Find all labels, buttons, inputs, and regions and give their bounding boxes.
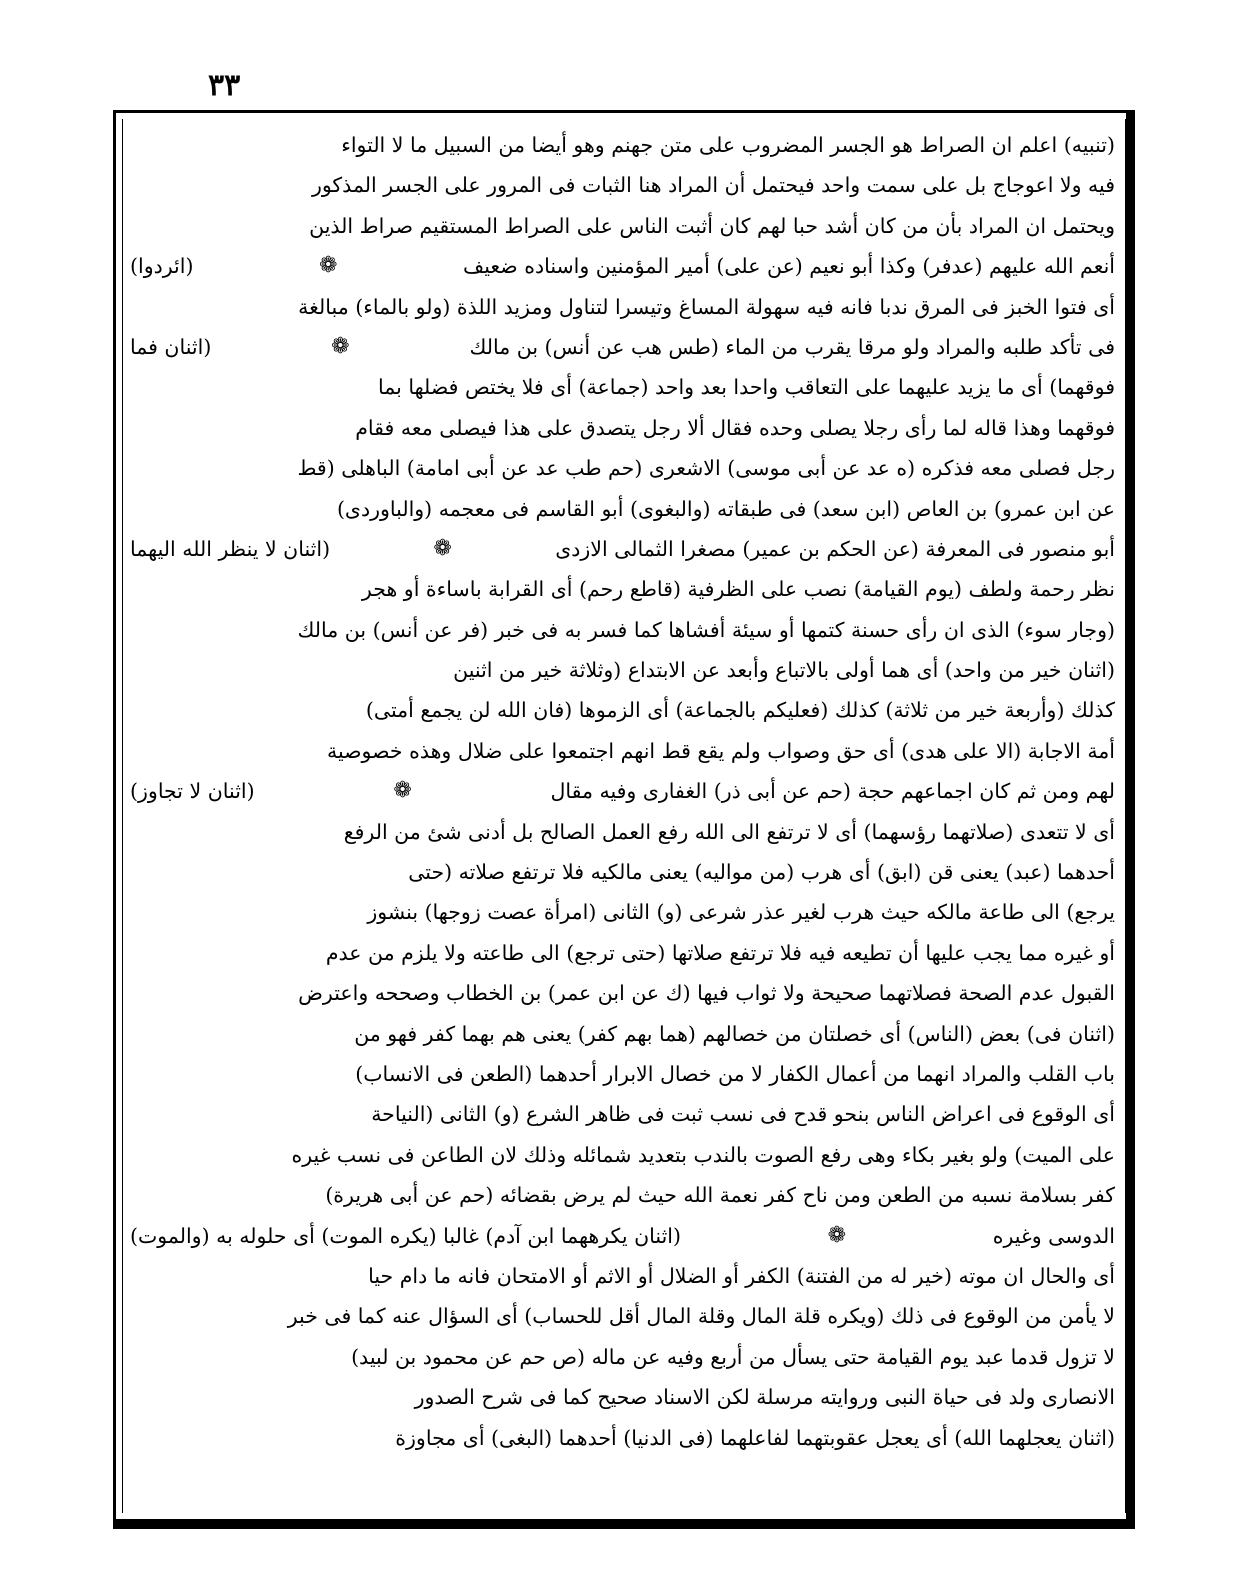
text-line [130,448,1115,488]
text-line [130,529,1115,569]
text-line [130,1377,1115,1417]
flower-ornament-icon: ❁ [331,333,350,359]
text-line [130,812,1115,852]
flower-ornament-icon: ❁ [433,535,452,561]
text-segment: باب القلب والمراد انهما من أعمال الكفار لا من خصال الابرار أحدهما (الطعن فى الانساب) [355,1061,1115,1086]
flower-ornament-icon: ❁ [319,253,338,279]
page-number: ٣٣ [208,68,241,103]
text-segment: كفر بسلامة نسبه من الطعن ومن ناح كفر نعمة الله حيث لم يرض بقضائه (حم عن أبى هريرة) [325,1183,1115,1208]
text-segment: فوقهما وهذا قاله لما رأى رجلا يصلى وحده فقال ألا رجل يتصدق على هذا فيصلى معه فقام [355,415,1115,440]
text-line [130,1256,1115,1296]
text-segment: أمة الاجابة (الا على هدى) أى حق وصواب ولم يقع قط انهم اجتمعوا على ضلال وهذه خصوصية [326,738,1115,763]
text-segment: يرجع) الى طاعة مالكه حيث هرب لغير عذر شرعى (و) الثانى (امرأة عصت زوجها) بنشوز [367,900,1115,925]
text-line [130,125,1115,165]
text-line [130,489,1115,529]
frame-thick-rule [1126,113,1135,1519]
text-line [130,933,1115,973]
text-segment: لا يأمن من الوقوع فى ذلك (ويكره قلة المال وقلة المال أقل للحساب) أى السؤال عنه كما فى خبر [287,1304,1115,1329]
text-segment: كذلك (وأربعة خير من ثلاثة) كذلك (فعليكم بالجماعة) أى الزموها (فان الله لن يجمع أمتى) [365,698,1115,723]
text-segment: (اثنان لا تجاوز) [130,779,255,804]
flower-ornament-icon: ❁ [393,778,412,804]
text-line [130,1014,1115,1054]
text-segment: (اثنان لا ينظر الله اليهما [130,536,331,561]
text-segment: أى فتوا الخبز فى المرق ندبا فانه فيه سهولة المساغ وتيسرا لتناول ومزيد اللذة (ولو بالماء) مبالغة [298,294,1115,319]
commentary-text-block [130,125,1115,1458]
text-line [130,287,1115,327]
text-line [130,1054,1115,1094]
text-segment: (اثنان فى) بعض (الناس) أى خصلتان من خصالهم (هما بهم كفر) يعنى هم بهما كفر فهو من [354,1021,1115,1046]
text-segment: عن ابن عمرو) بن العاص (ابن سعد) فى طبقاته (والبغوى) أبو القاسم فى معجمه (والباوردى) [336,496,1115,521]
text-segment: فوقهما) أى ما يزيد عليهما على التعاقب واحدا بعد واحد (جماعة) أى فلا يختص فضلها بما [378,375,1115,400]
text-segment: أحدهما (عبد) يعنى قن (ابق) أى هرب (من مواليه) يعنى مالكيه فلا ترتفع صلاته (حتى [408,860,1115,885]
text-line [130,408,1115,448]
text-segment: الانصارى ولد فى حياة النبى وروايته مرسلة لكن الاسناد صحيح كما فى شرح الصدور [414,1385,1115,1410]
text-segment: (اثنان يكرههما ابن آدم) غالبا (يكره الموت) أى حلوله به (والموت) [130,1223,681,1248]
text-line [130,1135,1115,1175]
text-line [130,206,1115,246]
text-segment: أبو منصور فى المعرفة (عن الحكم بن عمير) مصغرا الثمالى الازدى [555,536,1115,561]
text-line [130,1216,1115,1256]
text-segment: أى والحال ان موته (خير له من الفتنة) الكفر أو الضلال أو الاثم أو الامتحان فانه ما دام حيا [368,1263,1115,1288]
text-line [130,246,1115,286]
text-line [130,650,1115,690]
text-line [130,973,1115,1013]
text-segment: ويحتمل ان المراد بأن من كان أشد حبا لهم كان أثبت الناس على الصراط المستقيم صراط الذين [309,213,1115,238]
text-segment: أى لا تتعدى (صلاتهما رؤسهما) أى لا ترتفع الى الله رفع العمل الصالح بل أدنى شئ من الرفع [343,819,1115,844]
text-segment: (تنبيه) اعلم ان الصراط هو الجسر المضروب على متن جهنم وهو أيضا من السبيل ما لا التواء [341,133,1115,157]
text-segment: رجل فصلى معه فذكره (ه عد عن أبى موسى) الاشعرى (حم طب عد عن أبى امامة) الباهلى (قط [297,456,1115,481]
text-segment: على الميت) ولو بغير بكاء وهى رفع الصوت بالندب بتعديد شمائله وذلك لان الطاعن فى نسب غيره [291,1142,1115,1167]
text-segment: الدوسى وغيره [992,1223,1115,1248]
text-segment: (اثنان فما [130,334,212,359]
text-segment: لا تزول قدما عبد يوم القيامة حتى يسأل من أربع وفيه عن ماله (ص حم عن محمود بن لبيد) [351,1344,1115,1369]
text-line [130,690,1115,730]
text-line [130,852,1115,892]
text-segment: نظر رحمة ولطف (يوم القيامة) نصب على الظرفية (قاطع رحم) أى القرابة باساءة أو هجر [361,577,1115,602]
text-line [130,165,1115,205]
text-line [130,892,1115,932]
text-segment: أنعم الله عليهم (عدفر) وكذا أبو نعيم (عن على) أمير المؤمنين واسناده ضعيف [462,254,1115,279]
text-line [130,771,1115,811]
text-segment: لهم ومن ثم كان اجماعهم حجة (حم عن أبى ذر) الغفارى وفيه مقال [550,779,1115,804]
text-line [130,569,1115,609]
text-line [130,367,1115,407]
bottom-rule [113,1520,1135,1529]
text-line [130,1418,1115,1458]
text-segment: (وجار سوء) الذى ان رأى حسنة كتمها أو سيئة أفشاها كما فسر به فى خبر (فر عن أنس) بن مالك [297,617,1115,642]
text-line [130,610,1115,650]
text-segment: أى الوقوع فى اعراض الناس بنحو قدح فى نسب ثبت فى ظاهر الشرع (و) الثانى (النياحة [371,1102,1115,1127]
text-segment: (ائردوا) [130,254,194,279]
text-segment: القبول عدم الصحة فصلاتهما صحيحة ولا ثواب فيها (ك عن ابن عمر) بن الخطاب وصححه واعترض [298,981,1115,1006]
text-line [130,327,1115,367]
text-line [130,1175,1115,1215]
text-line [130,1296,1115,1336]
text-segment: أو غيره مما يجب عليها أن تطيعه فيه فلا ترتفع صلاتها (حتى ترجع) الى طاعته ولا يلزم من عدم [325,940,1115,965]
flower-ornament-icon: ❁ [827,1222,847,1248]
text-line [130,1337,1115,1377]
text-line [130,731,1115,771]
text-segment: (اثنان خير من واحد) أى هما أولى بالاتباع وأبعد عن الابتداع (وثلاثة خير من اثنين [453,658,1115,683]
text-segment: (اثنان يعجلهما الله) أى يعجل عقوبتهما لفاعلهما (فى الدنيا) أحدهما (البغى) أى مجاوزة [395,1425,1115,1450]
text-segment: فيه ولا اعوجاج بل على سمت واحد فيحتمل أن المراد هنا الثبات فى المرور على الجسر المذكور [311,173,1115,198]
text-line [130,1094,1115,1134]
text-segment: فى تأكد طلبه والمراد ولو مرقا يقرب من الماء (طس هب عن أنس) بن مالك [469,334,1115,359]
